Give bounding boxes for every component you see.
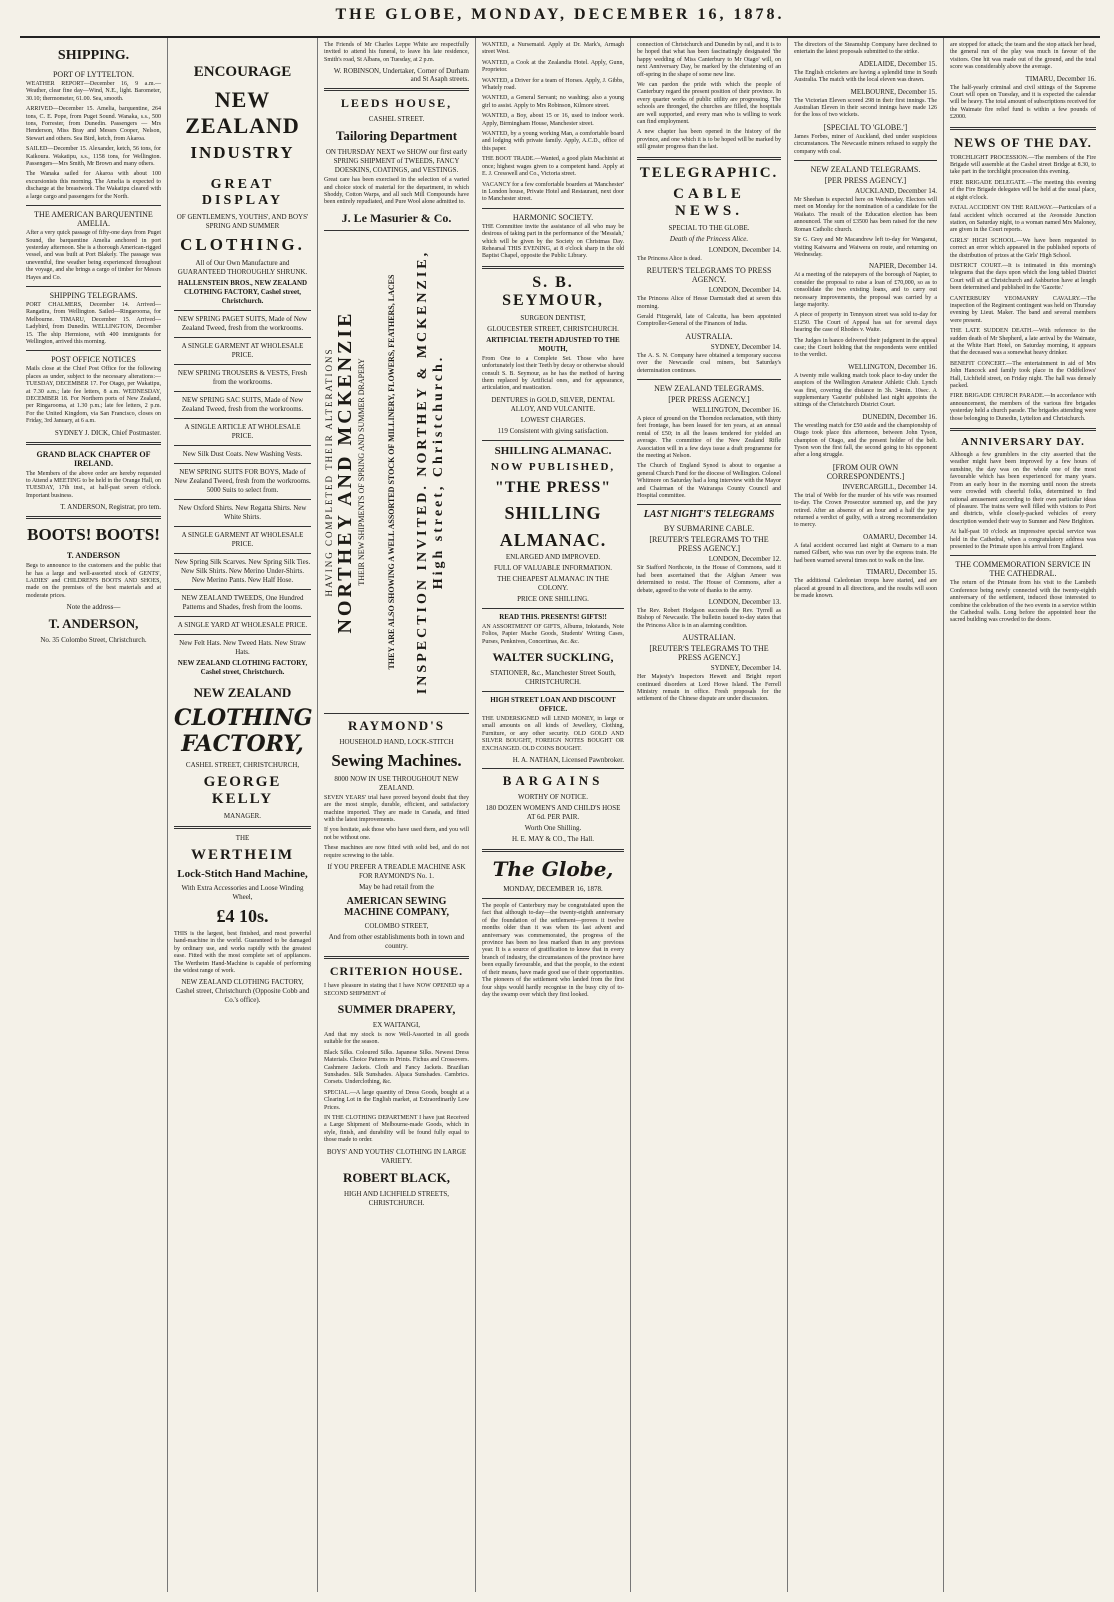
seymour-heading: S. B. SEYMOUR, — [502, 273, 604, 309]
price-line: PRICE ONE SHILLING. — [517, 594, 589, 603]
masthead — [20, 6, 1100, 38]
raymond-sub: HOUSEHOLD HAND, LOCK-STITCH — [339, 737, 454, 746]
the-label: THE — [235, 834, 250, 842]
almanac-heading: SHILLING ALMANAC. — [494, 444, 612, 457]
clothing-item: NEW SPRING PAGET SUITS, Made of New Zealand Tweed, fresh from the workrooms. — [177, 315, 308, 332]
boots-address: No. 35 Colombo Street, Christchurch. — [40, 636, 147, 645]
loan-text: THE UNDERSIGNED will LEND MONEY, in large or small amounts on all kinds of Jewellery, Clothing, Furniture, or any other security. OLD GOLD AND SILVER BOUGHT, FOREIGN NOTES BOUGHT OR EXCHANGED. OLD COINS BOUGHT. — [482, 716, 624, 752]
clothing-item: New Spring Silk Scarves. New Spring Silk Ties. New Silk Shirts. New Merino Under-Shirts. New Merino Pants. New Half Hose. — [174, 558, 311, 584]
australia-heading: AUSTRALIA. — [685, 331, 733, 341]
raymond-heading: RAYMOND'S — [348, 717, 445, 733]
criterion-text: I have pleasure in stating that I have NOW OPENED up a SECOND SHIPMENT of — [324, 983, 469, 997]
grand-black-chapter-title: GRAND BLACK CHAPTER OF IRELAND. — [36, 449, 151, 468]
steamship-text: The directors of the Steamship Company have declined to entertain the latest proposals submitted to the strike. — [794, 42, 937, 56]
column-shipping — [20, 38, 168, 1592]
wellington-text: A twenty mile walking match took place to-day under the auspices of the Wellington Amateur Athletic Club. Lynch was first, covering the distance in 3h. 34min. 10sec. A supplementary 'Gazette' published last night appoints the sittings of the Christchurch District Court. — [794, 372, 937, 409]
sewing-machines: Sewing Machines. — [331, 750, 462, 770]
alice-dead: The Princess Alice is dead. — [637, 255, 702, 262]
clothing-item: New Oxford Shirts. New Regatta Shirts. New White Shirts. — [178, 504, 307, 521]
northey-line1: HAVING COMPLETED THEIR ALTERATIONS — [324, 347, 334, 597]
criterion-heading: CRITERION HOUSE. — [329, 964, 464, 979]
press-agency: [PER PRESS AGENCY.] — [824, 176, 907, 186]
column-classifieds-editorial — [476, 38, 631, 1592]
display-subheading: OF GENTLEMEN'S, YOUTHS', AND BOYS' SPRING AND SUMMER — [176, 213, 309, 230]
tailoring-announce: ON THURSDAY NEXT we SHOW our first early SPRING SHIPMENT of TWEEDS, FANCY DOESKINS, COATINGS, and VESTINGS. — [325, 148, 468, 175]
raymond-text: SEVEN YEARS' trial have proved beyond doubt that they are the most simple, durable, efficient, and satisfactory machine imported. They are made in Canada, and fitted with the latest improvements. — [324, 794, 469, 824]
boots-name: T. ANDERSON — [66, 551, 121, 561]
dateline: SYDNEY, December 14. — [710, 342, 781, 351]
weather-report: WEATHER REPORT—December 16, 9 a.m.—Weather, clear fine day—Wind, N.E., light. Barometer, 30.10; thermometer, 61.00. Sea, smooth. — [26, 81, 161, 102]
enlarged: ENLARGED AND IMPROVED. — [505, 552, 601, 561]
grand-black-chapter-signature: T. ANDERSON, Registrar, pro tem. — [60, 503, 161, 512]
dateline: LONDON, December 12. — [708, 555, 781, 564]
funeral-signature: W. ROBINSON, Undertaker, Corner of Durham and St Asaph streets. — [333, 67, 469, 84]
leeds-house: LEEDS HOUSE, — [340, 96, 453, 111]
court-text: A piece of property in Tennyson street was sold to-day for £1250. The Court of Appeal has sat for several days hearing the case of Rhodes v. Waite. — [794, 312, 937, 334]
now-published: NOW PUBLISHED, — [490, 460, 616, 473]
news-item: THE LATE SUDDEN DEATH.—With reference to the sudden death of Mr Shepherd, a late arrival by the Waimate, at the White Hart Hotel, on Saturday morning, it appears that the deceased was a somewhat heavy drinker. — [950, 328, 1096, 357]
alice-text: The Princess Alice of Hesse Darmstadt died at seven this morning. — [637, 296, 781, 310]
lemasurier-signature: J. Le Masurier & Co. — [341, 210, 452, 225]
last-night-heading: LAST NIGHT'S TELEGRAMS — [643, 509, 775, 521]
raymond-use: 8000 NOW IN USE THROUGHOUT NEW ZEALAND. — [334, 774, 459, 792]
funeral-notice: The Friends of Mr Charles Leppe White are respectfully invited to attend his funeral, to leave his late residence, Smith's road, St Albans, on Tuesday, at 2 p.m. — [324, 42, 469, 63]
death-princess-alice: Death of the Princess Alice. — [669, 234, 749, 243]
wertheim-text: THIS is the largest, best finished, and most powerful hand-machine in the world. Guaranteed to be damaged by ordinary use, and works rapidly with the greatest ease. Fitted with the most complete set of appliances. The Wertheim Hand-Machine is capable of performing the widest range of work. — [174, 931, 311, 975]
clothing-item: A SINGLE YARD AT WHOLESALE PRICE. — [177, 621, 308, 629]
wertheim-price: £4 10s. — [216, 906, 269, 926]
dateline: MELBOURNE, December 15. — [850, 87, 937, 96]
bargains-heading: BARGAINS — [502, 773, 604, 789]
clothing-item: NEW ZEALAND TWEEDS, One Hundred Patterns and Shades, fresh from the looms. — [181, 594, 304, 611]
criterion-body: And that my stock is now Well-Assorted in all goods suitable for the season. — [324, 1031, 469, 1046]
lead-article-2: We can pardon the pride with which the people of Canterbury regard the present position of their province. In every quarter works of public utility are progressing. The schools are thronged, the churches are filled, the hospitals are well supported, and every man who is willing to work can find employment. — [637, 82, 781, 126]
lead-article: connection of Christchurch and Dunedin by rail, and it is to be hoped that what has been fascinatingly designated 'the happy wedding of Miss Canterbury to Mr Otago' will, on next Anniversary Day, be marked by the christening of an off-spring in the shape of some new line. — [637, 42, 781, 78]
shipping-title: SHIPPING. — [57, 48, 130, 63]
news-item: CANTERBURY YEOMANRY CAVALRY.—The inspection of the Regiment contingent was held on Thursday evening by Lieut. Maker. The band and several members were present. — [950, 295, 1096, 324]
clothing-item: A SINGLE GARMENT AT WHOLESALE PRICE. — [181, 342, 304, 359]
george-kelly: GEORGE KELLY — [203, 774, 282, 807]
harmonic-society-title: HARMONIC SOCIETY. — [512, 212, 594, 222]
port-title: PORT OF LYTTELTON. — [52, 70, 135, 79]
column-drapery-ads — [318, 38, 476, 1592]
may-signature: H. E. MAY & CO., The Hall. — [512, 835, 594, 844]
amelia-title: THE AMERICAN BARQUENTINE AMELIA. — [34, 210, 153, 229]
dateline: LONDON, December 14. — [708, 286, 781, 295]
full-information: FULL OF VALUABLE INFORMATION. — [493, 563, 613, 572]
special-globe: [SPECIAL TO 'GLOBE.'] — [823, 122, 908, 132]
dateline: TIMARU, December 15. — [866, 568, 937, 577]
robert-black-address: HIGH AND LICHFIELD STREETS, CHRISTCHURCH. — [344, 1189, 449, 1207]
cheapest: THE CHEAPEST ALMANAC IN THE COLONY. — [497, 574, 609, 592]
wanted-ad: WANTED, a Driver for a team of Horses. Apply, J. Gibbs, Whately road. — [482, 77, 624, 92]
column-news-of-the-day — [944, 38, 1102, 1592]
dateline: INVERCARGILL, December 14. — [842, 482, 937, 491]
boots-title: BOOTS! BOOTS! — [27, 525, 160, 545]
presents-heading: READ THIS. PRESENTS! GIFTS!! — [499, 612, 607, 621]
correspondents-heading: [FROM OUR OWN CORRESPONDENTS.] — [826, 462, 905, 481]
treadle-note: If YOU PREFER A TREADLE MACHINE ASK FOR RAYMOND'S No. 1. — [327, 863, 466, 881]
globe-date: MONDAY, DECEMBER 16, 1878. — [503, 885, 603, 894]
clothing-item: A SINGLE ARTICLE AT WHOLESALE PRICE. — [184, 423, 301, 440]
special-globe: SPECIAL TO THE GLOBE. — [668, 223, 750, 232]
own-manufacture: All of Our Own Manufacture and GUARANTEED THOROUGHLY SHRUNK. — [177, 259, 308, 276]
other-establishments: And from other establishments both in town and country. — [328, 933, 465, 951]
harmonic-society-text: THE Committee invite the assistance of all who may be desirous of taking part in the performance of the 'Messiah,' which will be given by the Society on Christmas Day. Rehearsal THIS EVENING, at 8 o'clock sharp in the old Baptist Chapel, opposite the Public Library. — [482, 223, 624, 260]
factory-line: NEW ZEALAND CLOTHING FACTORY, Cashel street, Christchurch. — [177, 659, 308, 676]
wertheim-heading: WERTHEIM — [191, 847, 294, 863]
nz-telegrams-heading: NEW ZEALAND TELEGRAMS. — [810, 165, 921, 175]
napier-text: At a meeting of the ratepayers of the borough of Napier, to consider the proposal to raise a loan of £70,000, so as to consolidate the two existing loans, and to carry out necessary improvements, the proposal was carried by a large majority. — [794, 272, 937, 308]
robert-black: ROBERT BLACK, — [343, 1169, 450, 1185]
dunedin-text: The wrestling match for £50 aside and the championship of Otago took place this afternoon, between John Tyson, champion of Otago, and the present holder of the belt. Tyson won the first fall, the second going to his opponent after a long struggle. — [794, 422, 937, 459]
dentures: DENTURES in GOLD, SILVER, DENTAL ALLOY, AND VULCANITE. — [491, 395, 615, 413]
london-text-2: The Rev. Robert Hodgson succeeds the Rev. Tyrrell as Bishop of Newcastle. The bulletin issued to-day states that the Princess Alice is in an alarming condition. — [637, 608, 781, 629]
anniversary-text: Although a few grumblers in the city asserted that the weather might have been improved by a few hours of sunshine, the day was on the whole one of the most favourable which has been experienced for many years. From an early hour in the morning until noon the streets were crowded with cheerful folks, determined to find rational amusement according to their own particular ideas of pleasure. The trains were well filled with visitors to Port and districts, while closely-packed vehicles of every description wended their way to Sumner and New Brighton. — [950, 452, 1096, 525]
great-display-heading: GREAT DISPLAY — [201, 177, 284, 208]
clothing-item: NEW SPRING TROUSERS & VESTS, Fresh from the workrooms. — [177, 369, 308, 386]
departures: SAILED—December 15. Alexander, ketch, 56 tons, for Kaikoura. Wakatipu, s.s., 1158 tons, for Wellington. Passengers—Mrs Smith, Mr Brown and many others. — [26, 146, 161, 168]
dateline: NAPIER, December 14. — [868, 262, 937, 271]
commemoration-heading: THE COMMEMORATION SERVICE IN THE CATHEDRAL. — [955, 560, 1091, 579]
raymond-note2: These machines are now fitted with solid bed, and do not require screwing to the table. — [324, 845, 469, 859]
sydney-text-2: Her Majesty's Inspectors Hewett and Bright report continued disorders at Lord Howe Island. The Ferrell Ministry remain in office. Fresh proposals for the settlement of the Chinese dispute are under discussion. — [637, 674, 781, 703]
column-clothing-ad — [168, 38, 318, 1592]
northey-line3: THEIR NEW SHIPMENTS OF SPRING AND SUMMER DRAPERY — [357, 358, 366, 586]
shipping-telegrams-title: SHIPPING TELEGRAMS. — [49, 290, 138, 300]
clothing-item: New Felt Hats. New Tweed Hats. New Straw Hats. — [179, 639, 306, 656]
tailoring-heading: Tailoring Department — [335, 128, 458, 144]
news-item: BENEFIT CONCERT.—The entertainment in aid of Mrs John Hancock and family took place in the Oddfellows' Hall, Lichfield street, on Friday night. The hall was densely packed. — [950, 360, 1096, 390]
editorial-text: The people of Canterbury may be congratulated upon the fact that although to-day—the twenty-eighth anniversary of the foundation of the settlement—proves it twelve months older than it was when its last advent and anniversary was commemorated, the progress of the province has been no less marked than in any previous year. It is a source of gratification to know that in every branch of industry, the circumstances of the province have been equally favourable, and that the people, to the extent of their means, have made good use of their opportunities. The pioneers of the settlement who landed from the first four ships would hardly recognise in the busy city of to-day the swamp over which they first looked. — [482, 903, 624, 998]
news-item: GIRLS' HIGH SCHOOL.—We have been requested to correct an error which appeared in the published reports of the distribution of prizes at the Girls' High School. — [950, 237, 1096, 259]
post-office-text: Mails close at the Chief Post Office for the following places as under, subject to the necessary alterations:— TUESDAY, DECEMBER 17. For Otago, per Wakatipu, at 7.30 a.m.; late fee letters, 8 a.m. WEDNESDAY, DECEMBER 18. For Northern ports of New Zealand, per Ringarooma, at 1.30 p.m.; late fee letters, 2 p.m. For the United Kingdom, via San Francisco, closes on Friday, 3rd January, at 6 a.m. — [26, 366, 161, 425]
submarine-cable: BY SUBMARINE CABLE. — [663, 524, 755, 534]
clothing-item: New Silk Dust Coats. New Washing Vests. — [182, 450, 303, 458]
anniversary-heading: ANNIVERSARY DAY. — [961, 436, 1085, 449]
summer-drapery: SUMMER DRAPERY, — [337, 1001, 456, 1016]
gerald-text: Gerald Fitzgerald, late of Calcutta, has been appointed Comptroller-General of the Finances of India. — [637, 313, 781, 328]
new-zealand-heading: NEW ZEALAND — [185, 87, 300, 138]
tailoring-body: Great care has been exercised in the selection of a varied and choice stock of material for the department, in which Shoddy, Cotton Warps, and all such Mill Compounds have been entirely repudiated, and Pure Wool alone admitted to. — [324, 177, 469, 206]
nz-telegrams-heading: NEW ZEALAND TELEGRAMS. — [654, 383, 764, 393]
wanted-ad: WANTED, a Nursemaid. Apply at Dr. Mark's, Armagh street West. — [482, 42, 624, 56]
post-office-title: POST OFFICE NOTICES — [51, 355, 136, 365]
the-press: "THE PRESS" — [494, 478, 612, 496]
news-item: FIRE BRIGADE DELEGATE.—The meeting this evening of the Fire Brigade delegates will be held at the usual place, at eight o'clock. — [950, 179, 1096, 201]
clothing-item: A SINGLE GARMENT AT WHOLESALE PRICE. — [181, 531, 304, 548]
australian-heading: AUSTRALIAN. — [682, 633, 736, 643]
wellington-text-2: The Church of England Synod is about to organise a general Church Fund for the diocese of Wellington. Colonel Whitmore on Saturday had a long interview with the Mayor and Chairman of the Wairarapa County Council and Hospital committee. — [637, 463, 781, 499]
walter-suckling: WALTER SUCKLING, — [492, 650, 614, 664]
wertheim-signature: NEW ZEALAND CLOTHING FACTORY, Cashel street, Christchurch (Opposite Cobb and Co.'s office). — [175, 978, 310, 1005]
arrivals: ARRIVED—December 15. Amelia, barquentine, 264 tons, C. E. Pope, from Puget Sound. Wanaka, s.s., 500 tons, Forrester, from Dunedin. Passengers — Mrs Henderson, Miss Bray and Messrs Cooper, Nelson, Stewart and others. Sea Bird, ketch, from Akaroa. — [26, 106, 161, 142]
wanted-ad: WANTED, a General Servant; no washing; also a young girl to assist. Apply to Mrs Robinson, Kilmore street. — [482, 95, 624, 109]
news-item: FIRE BRIGADE CHURCH PARADE.—In accordance with announcement, the members of the various fire brigades yesterday held a church parade. The brigades attending were those belonging to Dunedin, Lyttelton and Christchurch. — [950, 393, 1096, 422]
vacancy-ad: VACANCY for a few comfortable boarders at 'Manchester' in London house, Private Hotel and Restaurant, next door to Manchester street. — [482, 181, 624, 203]
auckland-text: Mr Sheehan is expected here on Wednesday. Electors will meet on Monday for the nomination of a candidate for the Waikato. The result of the Education election has been announced. The sum of £3500 has been raised for the new Roman Catholic church. — [794, 197, 937, 233]
dateline: DUNEDIN, December 16. — [862, 412, 937, 421]
cashel-street: CASHEL STREET, CHRISTCHURCH, — [185, 761, 300, 769]
hose-offer: 180 DOZEN WOMEN'S AND CHILD'S HOSE AT 6d. PER PAIR. — [485, 804, 621, 822]
almanac-label: ALMANAC. — [499, 529, 607, 550]
masthead-title: THE GLOBE, MONDAY, DECEMBER 16, 1878. — [335, 6, 785, 23]
worth-shilling: Worth One Shilling. — [524, 824, 582, 833]
melbourne-text: The Victorian Eleven scored 298 in their first innings. The Australian Eleven in their second innings have made 126 for the loss of two wickets. — [794, 97, 937, 119]
boots-signature: T. ANDERSON, — [48, 616, 139, 632]
loan-signature: H. A. NATHAN, Licensed Pawnbroker. — [512, 756, 624, 765]
wertheim-extra: With Extra Accessories and Loose Winding Wheel, — [181, 884, 304, 901]
timaru-text: The additional Caledonian troops have started, and are placed at ground in all directions, and the results will soon be made known. — [794, 578, 937, 599]
presents-text: AN ASSORTMENT OF GIFTS, Albums, Inkstands, Note Folios, Papier Mache Goods, Students' Writing Cases, Purses, Penknives, Concertinas, &c. &c. — [482, 623, 624, 645]
encourage-heading: ENCOURAGE — [193, 64, 292, 80]
clothing-factory-logo: CLOTHING FACTORY, — [174, 705, 313, 757]
loan-office: HIGH STREET LOAN AND DISCOUNT OFFICE. — [490, 696, 616, 713]
dateline: OAMARU, December 14. — [863, 532, 937, 541]
new-zealand-label: NEW ZEALAND — [193, 685, 292, 700]
teeth-text: From One to a Complete Set. Those who have unfortunately lost their Teeth by decay or otherwise should consult S. B. Seymour, as he has the method of having them replaced by Artificial ones, and for appearance, articulation, and mastication. — [482, 355, 624, 392]
consistent: 119 Consistent with giving satisfaction. — [497, 426, 609, 435]
criterion-goods: Black Silks. Coloured Silks. Japanese Silks. Newest Dress Materials. Choice Patterns in Prints. Fichus and Crossovers. Cashmere Jackets. Cloth and Fancy Jackets. Brazilian Sunshades. Silk Sunshades. Alpaca Sunshades. Cambrics. Corsets. Underclothing, &c. — [324, 1049, 469, 1086]
lead-article-3: A new chapter has been opened in the history of the province, and one which it is to be hoped will be marked by still greater progress than the last. — [637, 129, 781, 151]
adelaide-text: The English cricketers are having a splendid time in South Australia. The match with the local eleven was drawn. — [794, 69, 937, 84]
criterion-clothing-dept: IN THE CLOTHING DEPARTMENT I have just Received a Large Shipment of Melbourne-made Goods, which in style, finish, and durability will be found fully equal to those made to order. — [324, 1114, 469, 1144]
telegraphic-heading: TELEGRAPHIC. — [639, 164, 779, 181]
ex-waitangi: EX WAITANGI, — [372, 1020, 421, 1029]
dateline: WELLINGTON, December 16. — [692, 405, 781, 414]
shipping-telegrams: PORT CHALMERS, December 14. Arrived—Rangatira, from Wellington. Sailed—Ringarooma, for Melbourne. TIMARU, December 15. Arrived—Ladybird, from Dunedin. WELLINGTON, December 15. The ship Hermione, with 400 immigrants for Wellington, arrived this morning. — [26, 301, 161, 345]
surgeon-dentist: SURGEON DENTIST, — [520, 313, 586, 322]
artificial-teeth: ARTIFICIAL TEETH ADJUSTED TO THE MOUTH, — [486, 335, 620, 353]
northey-line4: THEY ARE ALSO SHOWING A WELL ASSORTED STOCK OF MILLINERY, FLOWERS, FEATHERS, LACES — [387, 274, 396, 670]
clothing-item: NEW SPRING SAC SUITS, Made of New Zealand Tweed, fresh from the workrooms. — [181, 396, 304, 413]
shilling-label: SHILLING — [504, 502, 602, 523]
gloucester-street: GLOUCESTER STREET, CHRISTCHURCH. — [487, 324, 619, 333]
wertheim-machine: Lock-Stitch Hand Machine, — [177, 868, 308, 880]
clothing-heading: CLOTHING. — [180, 235, 305, 254]
grand-black-chapter-text: The Members of the above order are hereby requested to Attend a MEETING to be held in the Orange Hall, on TUESDAY, 17th inst., at half-past seven o'clock. Important business. — [26, 470, 161, 499]
american-company: AMERICAN SEWING MACHINE COMPANY, — [344, 896, 449, 919]
reuter-heading-2: [REUTER'S TELEGRAMS TO THE PRESS AGENCY.] — [649, 535, 769, 554]
worthy-notice: WORTHY OF NOTICE. — [518, 793, 588, 802]
amelia-text: After a very quick passage of fifty-one days from Puget Sound, the barquentine Amelia anchored in port yesterday afternoon. She is a thorough American-rigged vessel, and was built at Port Blakely. The passage was uneventful, fine weather being experienced throughout the voyage, and she brings a cargo of timber for Messrs Hayes and Co. — [26, 230, 161, 281]
boot-trade-ad: THE BOOT TRADE.—Wanted, a good plain Machinist at once; highest wages given to a competent hand. Apply at E. J. Cresswell and Co., Victoria street. — [482, 156, 624, 178]
lowest-charges: LOWEST CHARGES. — [520, 415, 586, 424]
vessels: The Wanaka sailed for Akaroa with about 100 excursionists this morning. The Amelia is expected to discharge at the breastwork. The Wakatipu cleared with a large cargo and passengers for the North. — [26, 171, 161, 200]
boots-text: Begs to announce to the customers and the public that he has a large and well-assorted stock of GENTS', LADIES' and CHILDREN'S BOOTS AND SHOES, made on the premises of the best materials and at moderate prices. — [26, 563, 161, 599]
dateline: AUCKLAND, December 14. — [854, 187, 937, 196]
wanted-ad: WANTED, a Boy, about 15 or 16, used to indoor work. Apply, Birmingham House, Manchester street. — [482, 113, 624, 127]
northey-line2: NORTHEY AND MCKENZIE — [334, 310, 356, 634]
wellington-text: A piece of ground on the Thorndon reclamation, with thirty feet frontage, has been leased for ten years, at an annual rental of £50; in all the leases tendered for yielded an average. The committee of the New Zealand Rifle Association will in a few days issue a draft programme for the meeting at Nelson. — [637, 415, 781, 459]
wanted-ad: WANTED, by a young working Man, a comfortable board and lodging with private family. Apply, A.C.D., office of this paper. — [482, 131, 624, 152]
news-of-the-day-heading: NEWS OF THE DAY. — [954, 134, 1092, 150]
criterion-special: SPECIAL.—A large quantity of Dress Goods, bought at a Clearing Lot in the English market, at Extraordinarily Low Prices. — [324, 1089, 469, 1111]
special-text: James Forbes, miner of Auckland, died under suspicious circumstances. The Newcastle miners refused to supply the company with coal. — [794, 133, 937, 155]
news-item: TORCHLIGHT PROCESSION.—The members of the Fire Brigade will assemble at the Cashel street Bridge at 8.30, to take part in the torchlight procession this evening. — [950, 154, 1096, 176]
dateline: LONDON, December 14. — [708, 245, 781, 254]
hallenstein-firm: HALLENSTEIN BROS., NEW ZEALAND CLOTHING FACTORY, Cashel street, Christchurch. — [177, 279, 308, 305]
boots-note: Note the address— — [66, 603, 121, 612]
court-text-2: The Judges in banco delivered their judgment in the appeal case; the Court holding that the respondents were entitled to the verdict. — [794, 337, 937, 359]
dateline: TIMARU, December 16. — [1025, 74, 1096, 83]
press-agency: [PER PRESS AGENCY.] — [668, 394, 750, 404]
dateline: SYDNEY, December 14. — [710, 664, 781, 673]
london-text: Sir Stafford Northcote, in the House of Commons, said it had been ascertained that the Afghan Ameer was determined to resist. The House of Commons, after a debate, agreed to the vote of thanks to the army. — [637, 565, 781, 594]
boys-clothing: BOYS' AND YOUTHS' CLOTHING IN LARGE VARIETY. — [326, 1147, 467, 1165]
walter-sub: STATIONER, &c., Manchester Street South, CHRISTCHURCH. — [490, 669, 616, 686]
reuter-heading: REUTER'S TELEGRAMS TO PRESS AGENCY. — [646, 266, 772, 285]
wanted-ad: WANTED, a Cook at the Zealandia Hotel. Apply, Gunn, Proprietor. — [482, 59, 624, 74]
anniversary-text-2: At half-past 10 o'clock an impressive special service was held in the Cathedral, when a congratulatory address was presented to the Primate upon his arrival from England. — [950, 529, 1096, 550]
leeds-cashel-street: CASHEL STREET. — [368, 115, 425, 124]
column-telegraphic — [631, 38, 788, 1592]
dateline: WELLINGTON, December 16. — [848, 362, 937, 371]
retail-note: May be had retail from the — [359, 883, 434, 892]
cricket-text: are stopped for attack; the team and the stop attack her head, the general run of the play was much in favour of the visitors. One hit was made out of the ground, and the total score was considerably above the average. — [950, 42, 1096, 71]
auckland-text-2: Sir G. Grey and Mr Macandrew left to-day for Wanganui, visiting Kaiwarra and Waiwera on route, and returning on Wednesday. — [794, 237, 937, 258]
globe-nameplate: The Globe, — [492, 857, 614, 882]
news-item: FATAL ACCIDENT ON THE RAILWAY.—Particulars of a fatal accident which occurred at the Avonside Junction station, on Saturday night, to a woman named Mrs Maloney, are given in the Court reports. — [950, 205, 1096, 234]
news-item: DISTRICT COURT.—It is intimated in this morning's telegrams that the days upon which the long tabled District Court will sit at Christchurch and Ashburton have at length been determined and published in the 'Gazette.' — [950, 262, 1096, 292]
cable-news-heading: CABLE NEWS. — [673, 185, 745, 219]
northey-mckenzie-ad — [324, 237, 469, 707]
postmaster-signature: SYDNEY J. DICK, Chief Postmaster. — [54, 428, 161, 437]
colombo-street: COLOMBO STREET, — [364, 922, 429, 931]
timaru-text: The half-yearly criminal and civil sittings of the Supreme Court will open on Tuesday, and it is expected the calendar will be heavy. The total amount of subscriptions received for the Waimate fire relief fund is within a few pounds of £2000. — [950, 84, 1096, 121]
oamaru-text: A fatal accident occurred last night at Oamaru to a man named Gilbert, who was run over by the express train. He had been warned several times not to walk on the line. — [794, 542, 937, 564]
northey-line5: INSPECTION INVITED. NORTHEY & MCKENZIE, High street, Christchurch. — [415, 249, 446, 694]
raymond-note: If you hesitate, ask those who have used them, and you will not be without one. — [324, 827, 469, 841]
commemoration-text: The return of the Primate from his visit to the Lambeth Conference being newly connected with the twenty-eighth anniversary of the settlement, induced those interested to combine the celebration of the two events in a service within the Cathedral walls. Long before the appointed hour the sacred building was crowded to the doors. — [950, 580, 1096, 624]
clothing-item: NEW SPRING SUITS FOR BOYS, Made of New Zealand Tweed, fresh from the workrooms. 5000 Suits to select from. — [174, 468, 311, 494]
industry-heading: INDUSTRY — [190, 143, 295, 162]
manager-label: MANAGER. — [223, 812, 262, 820]
reuter-heading-3: [REUTER'S TELEGRAMS TO THE PRESS AGENCY.] — [649, 644, 769, 663]
column-telegrams-cont — [788, 38, 944, 1592]
invercargill-text: The trial of Webb for the murder of his wife was resumed to-day. The Crown Prosecutor summed up, and the jury retired. After an absence of an hour and a half the jury returned a verdict of guilty, with a strong recommendation to mercy. — [794, 492, 937, 529]
sydney-text: The A. S. N. Company have obtained a temporary success over the Newcastle coal miners, but Saturday's determination continues. — [637, 352, 781, 374]
dateline: LONDON, December 13. — [708, 598, 781, 607]
dateline: ADELAIDE, December 15. — [858, 59, 937, 68]
